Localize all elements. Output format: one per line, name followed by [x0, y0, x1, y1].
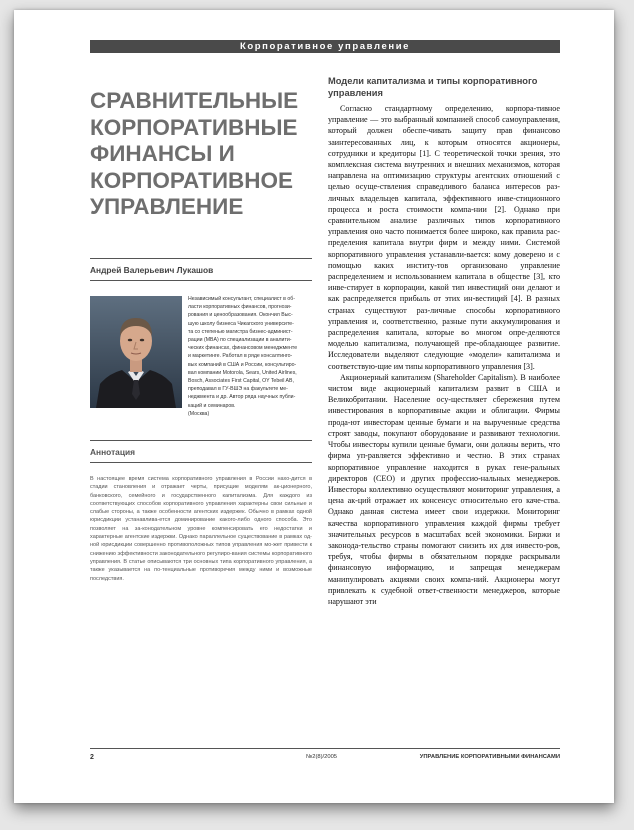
abstract-divider — [90, 462, 312, 463]
body-paragraph: Акционерный капитализм (Shareholder Capitalism). В наиболее чистом виде акционерный капитализм развит в США и Великобритании. Население осу-ществляет сбережения путем инвестирования в корпоративные акции и облигации. Фирмы прода-ют инвесторам ценные бумаги и на вырученные средства строят заводы, покупают оборудование и развивают технологии. Чтобы инвесторы купили ценные бумаги, они должны верить, что фирма уп-равляется эффективно и честно. В этих странах корпоративное управление находится в руках гене-ральных директоров (CEO) и других профессио-нальных менеджеров. Инвесторы коллективно осуществляют мониторинг управления, а цена ак-ций отражает их консенсус относительно его каче-ства. Однако данная система имеет свои издержки. Мониторинг качества корпоративного управления каждой фирмы требует значительных ресурсов в масштабах всей экономики. Биржи и законода-тельство страны помогают снизить их для инвесто-ров, требуя, чтобы фирмы в обязательном порядке раскрывали финансовую информацию, и запрещая менеджерам манипулировать акциями своих компа-ний. Акционеры могут привлекать к судебной ответ-ственности менеджеров, которые нарушают эти — [328, 372, 560, 606]
abstract-text: В настоящее время система корпоративного управления в России нахо-дится в стадии становления и отражает черты, присущие моделям ак-ционерного, банковского, семейного и государственного капитализма. Для каждого из соответствующих способов корпоративного управления характерны свои сильные и слабые стороны, а также особенности агентских издержек. Обычно в рамках одной юрисдикции устанавлива-ется доминирование какого-либо одного способа. Это позволяет на за-конодательном уровне компенсировать его недостатки и характерные агентские издержки. Однако параллельное существование в рамках од-ной юрисдикции совершенно противоположных типов управления мо-жет привести к снижению эффективности законодательного регулиро-вания системы корпоративного управления. В статье описываются три основных типа корпоративного управления, а также указывается на по-тенциальные противоречия между ними и возможные последствия. — [90, 476, 312, 582]
author-name: Андрей Валерьевич Лукашов — [90, 265, 214, 275]
footer-divider — [90, 748, 560, 749]
bio-divider — [90, 440, 312, 441]
magazine-page — [14, 10, 614, 803]
author-bio: Независимый консультант, специалист в об- ласти корпоративных финансов, прогнози- рования и ценообразования. Окончил Выс- шую школу бизнеса Чикагского университе- та со степенью магистра бизнес-админист- рации (MBA) по специализации в аналити- ческих финансах, финансовом менеджменте и маркетинге. Работал в ряде консалтинго- вых компаний в США и России, консультиро- вал компании Motorola, Sears, United Airlines, Bosch, Associates First Capital, OY Tebeil AB, преподавал в ГУ-ВШЭ на факультете ме- неджмента и др. Автор ряда научных публи- каций и семинаров. (Москва) — [188, 296, 298, 417]
portrait-image — [90, 296, 182, 408]
title-divider — [90, 258, 312, 259]
page-number: 2 — [90, 754, 94, 761]
abstract-heading: Аннотация — [90, 447, 136, 457]
section-subheading: Модели капитализма и типы корпоративного управления — [328, 76, 538, 98]
journal-name: УПРАВЛЕНИЕ КОРПОРАТИВНЫМИ ФИНАНСАМИ — [419, 754, 560, 760]
article-body — [328, 103, 560, 753]
author-divider — [90, 280, 312, 281]
article-title: СРАВНИТЕЛЬНЫЕ КОРПОРАТИВНЫЕ ФИНАНСЫ И КОРПОРАТИВНОЕ УПРАВЛЕНИЕ — [90, 88, 299, 219]
issue-number: №2(8)/2005 — [306, 754, 338, 760]
author-photo — [90, 296, 182, 408]
body-paragraph: Согласно стандартному определению, корпора-тивное управление — это выбранный компанией способ самоуправления, который должен обеспе-чивать защиту прав финансово заинтересованных лиц, к которым относятся акционеры, сотрудники и кредиторы [1]. С теоретической точки зрения, это комплексная система внутренних и внешних механизмов, которая направлена на оптимизацию структуры агентских отношений с целью осуще-ствления справедливого баланса интересов раз-личных владельцев капитала, эффективного инве-стиционного процесса и роста стоимости компа-нии [2]. Однако при сравнительном анализе различных типов корпоративного управления оно часто понимается более широко, как правила рас-пределения капитала внутри фирм и между ними. Системой корпоративного управления устанавли-вается: кому доверено и с помощью каких институ-тов организовано управление распределением и использованием капитала в обществе [3], кто инве-стирует в корпорации, какой тип инвестиций они делают и как распределяется прибыль от этих ин-вестиций [4]. В разных странах существуют раз-личные способы корпоративного управления и, соответственно, разные пути аккумулирования и распределения капитала, которые во многом опре-деляются моделью капитализма, получающей пре-обладающее развитие. Исследователи выделяют следующие «модели» капитализма и соответствую-щие им типы корпоративного управления [3]. — [328, 104, 560, 371]
section-header-bar: Корпоративное управление — [90, 40, 560, 53]
